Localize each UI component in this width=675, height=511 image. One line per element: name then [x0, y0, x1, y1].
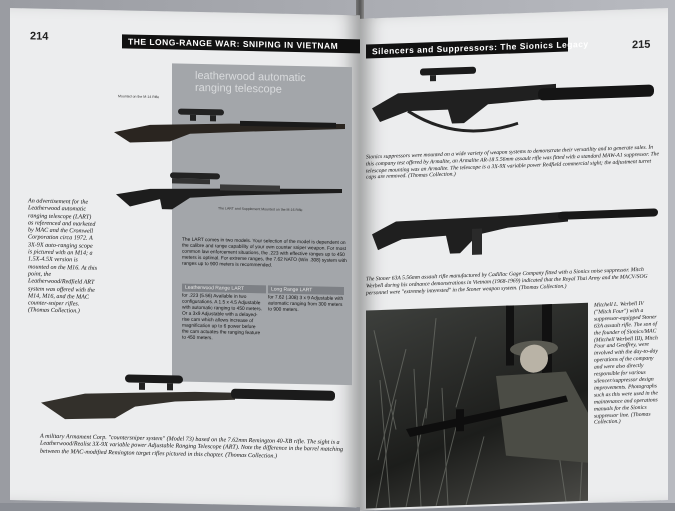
- right-page: [360, 8, 668, 511]
- mount-label-m14: Mounted on the M-14 Rifle: [118, 94, 160, 100]
- grass-texture: [366, 303, 588, 509]
- ar18-caption: Sionics suppressors were mounted on a wide variety of weapon systems to demonstrate their versatility and to generate sales. In this company test offered by Armalite, an Armalite AR-18 5.56mm assault rifle was fitted with a standard MAW-A1 suppressor. The telescope mounting was an Armalite. The telescope is a 3X-9X variable power Redfield commercial sight; the adjustment turret caps are removed. (Thomas Collection.): [366, 144, 659, 181]
- m14-rifle-image: [110, 102, 350, 153]
- ad-panel-title: leatherwood automatic ranging telescope: [195, 69, 306, 96]
- left-running-head: THE LONG-RANGE WAR: SNIPING IN VIETNAM: [122, 34, 360, 53]
- remington-rifle-image: [35, 369, 345, 433]
- stoner-rifle-image: [368, 198, 666, 270]
- left-page: [10, 8, 360, 507]
- right-page-number: 215: [632, 38, 651, 52]
- ad-side-caption: An advertisement for the Leatherwood automatic ranging telescope (LART) as referenced and marketed by MAC and the Cromwell Corporation circa 1972. A 3X-9X auto-ranging scope is pictured with an M14; a 1.5X-4.5X version is mounted on the M16. At this point, the Leatherwood/Redfield ART system was offered with the M14, M16, and the MAC counter-sniper rifles. (Thomas Collection.): [28, 198, 97, 315]
- ar18-rifle-image: [368, 58, 666, 148]
- col2-text: for 7.62 (.308) 3 x 9 Adjustable with automatic ranging from 300 meters to 900 meters.: [268, 295, 344, 314]
- lart-description: The LART comes in two models. Your selection of the model is dependent on the calibre and range capability of your own counter sniper weapon. For most common law enforcement situations, the .223 with effective ranges up to 450 meters is optimal. For extreme ranges, the 7.62 NATO (Win .308) system with ranges up to 900 meters is recommended.: [182, 237, 347, 269]
- col1-text: for .223 (5.56) Available in two configurations. A 1.5 x 4.5 Adjustable with automatic ranging to 450 meters. Or a 3x9 Adjustable with a delayed-rise cam which allows increase of magnification up to 6 power before the cam actuates the ranging feature to 450 meters.: [182, 293, 262, 342]
- remington-caption: A military Armament Corp. "countersniper system" (Model 73) based on the 7.62mm Remington 40-XB rifle. The sight is a Leatherwood/Realist 3X-9X variable power Adjustable Ranging Telescope (ART). Note the difference in the barrel matching between the MAC-modified Remington target rifles pictured in this chapter. (Thomas Collection.): [40, 433, 344, 460]
- left-page-number: 214: [30, 30, 49, 43]
- col2-heading: Long Range LART: [268, 285, 344, 295]
- right-running-head: Silencers and Suppressors: The Sionics Legacy: [366, 37, 568, 58]
- stoner-caption: The Stoner 63A 5.56mm assault rifle manufactured by Cadillac Gage Company fitted with a Sionics noise suppressor. Mitch Werbell during his ordnance demonstrations in Vietnam (1968-1969) indicated that the Royal Thai Army and the MACV/SOG personnel were "extremely interested" in the Stoner weapon system. (Thomas Collection.): [366, 266, 648, 297]
- col1-heading: Leatherwood Range LART: [182, 284, 266, 294]
- soldier-photo: [366, 303, 588, 509]
- soldier-caption: Mitchell L. Werbell IV ("Mitch Four") with a suppressor-equipped Stoner 63A assault rifle. The son of the founder of Sionics/MAC (Mitchell Werbell III), Mitch Four and Geoffrey, were involved with the day-to-day operations of the company and were also directly responsible for various silencer/suppressor design improvements. Photographs such as this were used in the maintenance and operations manuals for the Sionics suppressor line. (Thomas Collection.): [594, 300, 658, 426]
- mount-label-m16: The LART and Supplement Mounted on the M-16 Rifle: [218, 206, 303, 213]
- m16-rifle-image: [110, 168, 350, 219]
